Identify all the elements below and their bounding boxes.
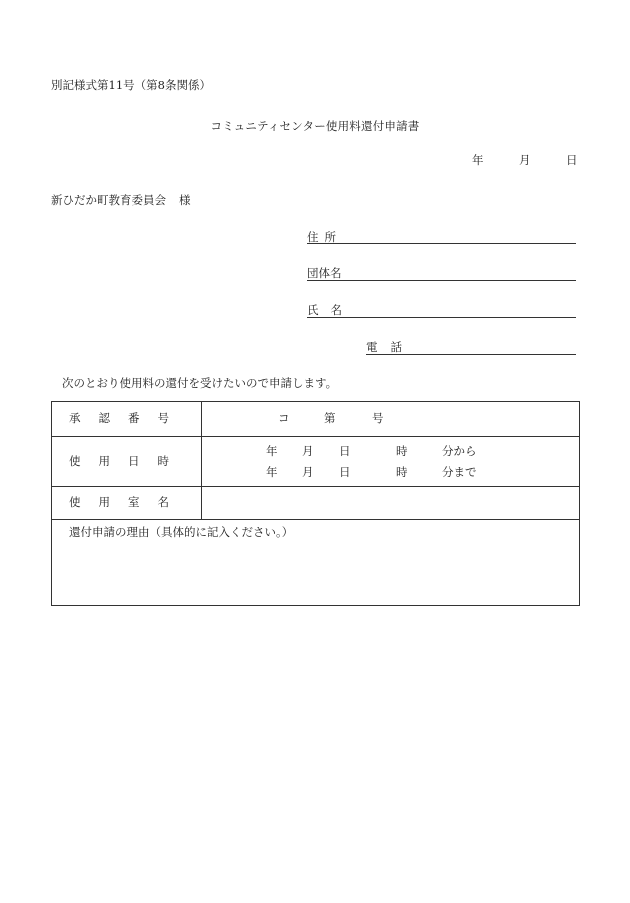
- date-day-label: 日: [566, 153, 578, 167]
- approval-go: 号: [372, 411, 384, 425]
- from-year: 年: [266, 444, 278, 458]
- room-name-label: 使用室名: [69, 495, 187, 509]
- from-hour: 時: [396, 444, 408, 458]
- reason-field[interactable]: [52, 520, 579, 605]
- usage-datetime-label: 使用日時: [69, 454, 187, 468]
- to-day: 日: [339, 465, 351, 479]
- group-name-field[interactable]: [307, 280, 576, 281]
- from-month: 月: [302, 444, 314, 458]
- to-year: 年: [266, 465, 278, 479]
- phone-label: 電話: [366, 340, 415, 354]
- group-name-label: 団体名: [307, 266, 342, 280]
- form-number: 別記様式第11号（第8条関係）: [51, 78, 211, 92]
- approval-number-label: 承認番号: [69, 411, 187, 425]
- reason-label: 還付申請の理由（具体的に記入ください。）: [69, 525, 294, 539]
- document-title: コミュニティセンター使用料還付申請書: [210, 119, 420, 133]
- from-minute: 分から: [442, 444, 477, 458]
- intro-statement: 次のとおり使用料の還付を受けたいので申請します。: [62, 376, 338, 390]
- address-field[interactable]: [307, 243, 576, 244]
- room-name-field[interactable]: [202, 487, 579, 519]
- approval-number-field[interactable]: [202, 402, 579, 436]
- addressee-honorific: 様: [179, 193, 191, 207]
- usage-datetime-field[interactable]: [202, 437, 579, 486]
- date-month-label: 月: [519, 153, 531, 167]
- to-month: 月: [302, 465, 314, 479]
- name-label: 氏名: [307, 303, 354, 317]
- application-table: [51, 401, 580, 606]
- address-label: 住所: [307, 230, 342, 244]
- to-hour: 時: [396, 465, 408, 479]
- name-field[interactable]: [307, 317, 576, 318]
- to-minute: 分まで: [442, 465, 477, 479]
- addressee-name: 新ひだか町教育委員会: [51, 193, 166, 207]
- date-year-label: 年: [472, 153, 484, 167]
- from-day: 日: [339, 444, 351, 458]
- approval-prefix: コ: [278, 411, 290, 425]
- phone-field[interactable]: [366, 354, 576, 355]
- approval-dai: 第: [324, 411, 336, 425]
